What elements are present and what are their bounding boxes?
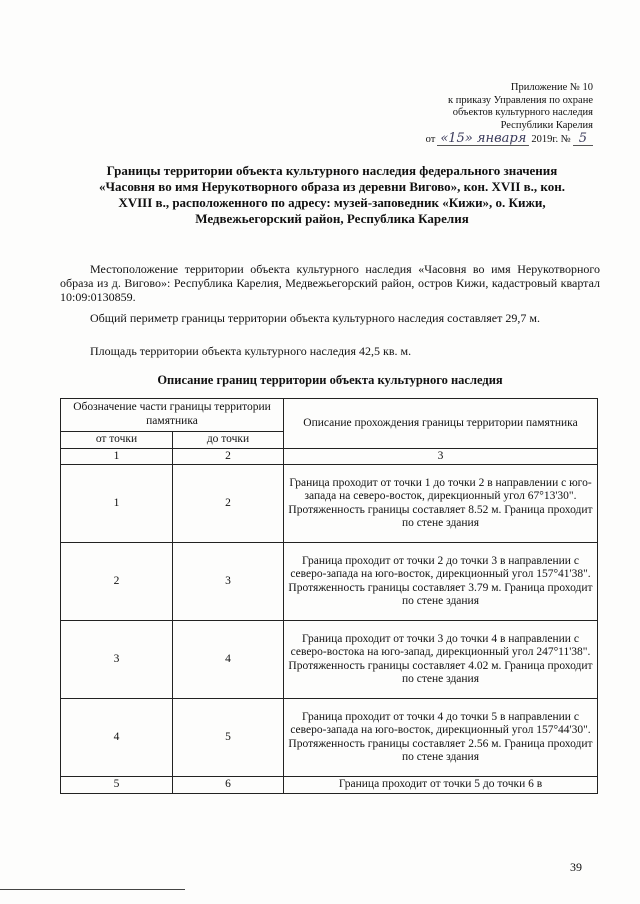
order-line [333,132,593,146]
document-title [62,163,602,227]
row-from-point: 3 [61,621,173,699]
column-number-3: 3 [284,448,598,465]
title-line-3: XVIII в., расположенного по адресу: музей-заповедник «Кижи», о. Кижи, [118,195,546,210]
row-from-point: 1 [61,465,173,543]
appendix-line-4: Республики Карелия [500,119,593,131]
appendix-line-1: Приложение № 10 [510,82,593,93]
boundaries-table [60,398,598,794]
table-row [61,465,598,543]
column-number-2: 2 [173,448,284,465]
footer-divider [0,889,185,890]
appendix-line-3: объектов культурного наследия [452,107,593,119]
appendix-line-2: к приказу Управления по охране [448,94,593,106]
location-paragraph: Местоположение территории объекта культурного наследия «Часовня во имя Нерукотворного образа из д. Вигово»: Республика Карелия, Медвежьегорский район, остров Кижи, кадастровый квартал 10:09:0130859. [60,262,600,304]
title-line-2: «Часовня во имя Нерукотворного образа из деревни Вигово», кон. XVII в., кон. [99,179,565,194]
table-row [61,621,598,699]
column-number-1: 1 [61,448,173,465]
row-from-point: 5 [61,777,173,794]
title-line-4: Медвежьегорский район, Республика Карелия [195,211,469,226]
header-from-point: от точки [61,432,173,449]
table-row [61,777,598,794]
row-to-point: 4 [173,621,284,699]
row-description: Граница проходит от точки 1 до точки 2 в направлении с юго-запада на северо-восток, дирекционный угол 67°13'30". Протяженность границы составляет 8.52 м. Граница проходит по стене здания [284,465,598,543]
order-from: от [425,133,436,145]
row-description: Граница проходит от точки 4 до точки 5 в направлении с северо-запада на юго-восток, дирекционный угол 157°44'30". Протяженность границы составляет 2.56 м. Граница проходит по стене здания [284,699,598,777]
table-row [61,699,598,777]
section-title: Описание границ территории объекта культурного наследия [157,373,503,387]
table-row [61,543,598,621]
row-to-point: 3 [173,543,284,621]
appendix-block [333,82,593,146]
order-number-handwritten: 5 [573,132,593,146]
perimeter-paragraph: Общий периметр границы территории объекта культурного наследия составляет 29,7 м. [90,311,540,325]
row-description: Граница проходит от точки 2 до точки 3 в направлении с северо-запада на юго-восток, дирекционный угол 157°41'38". Протяженность границы составляет 3.79 м. Граница проходит по стене здания [284,543,598,621]
order-day-handwritten: «15» января [437,132,529,146]
header-boundary-description: Описание прохождения границы территории памятника [284,399,598,449]
row-from-point: 4 [61,699,173,777]
row-description: Граница проходит от точки 3 до точки 4 в направлении с северо-востока на юго-запад, дирекционный угол 247°11'38". Протяженность границы составляет 4.02 м. Граница проходит по стене здания [284,621,598,699]
header-to-point: до точки [173,432,284,449]
title-line-1: Границы территории объекта культурного наследия федерального значения [106,163,558,178]
row-to-point: 5 [173,699,284,777]
header-boundary-part: Обозначение части границы территории памятника [61,399,284,432]
row-to-point: 6 [173,777,284,794]
order-year: 2019г. № [531,133,571,145]
area-paragraph: Площадь территории объекта культурного наследия 42,5 кв. м. [90,344,412,358]
row-description: Граница проходит от точки 5 до точки 6 в [284,777,598,794]
page-number: 39 [570,860,582,874]
row-to-point: 2 [173,465,284,543]
row-from-point: 2 [61,543,173,621]
